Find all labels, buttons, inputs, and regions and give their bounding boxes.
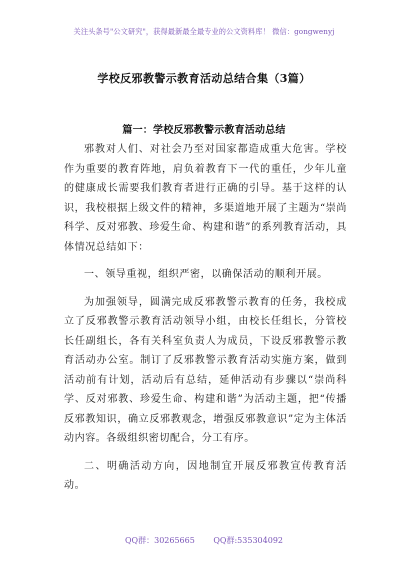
header-banner: 关注头条号"公文研究"，获得最新最全最专业的公文资料库！ 微信：gongwenyj [73, 27, 335, 36]
footer-qq-group-2: QQ群:535304092 [213, 536, 283, 545]
paragraph-leadership: 为加强领导，圆满完成反邪教警示教育的任务，我校成立了反邪教警示教育活动领导小组，由校长任组长，分管校长任副组长，各有关科室负责人为成员，下设反邪教警示教育活动办公室。制订了反邪教警示教育活动实施方案，做到活动前有计划，活动后有总结，延伸活动有步骤以“崇尚科学、反对邪教、珍爱生命、构建和谐”为活动主题，把“传播反邪教知识，确立反邪教观念，增强反邪教意识”定为主体活动内容。各级组织密切配合，分工有序。 [64, 296, 347, 444]
section-title: 篇一：学校反邪教警示教育活动总结 [122, 125, 286, 136]
footer-qq-group-1: QQ群：30265665 [124, 536, 195, 545]
paragraph-heading-2: 二、明确活动方向，因地制宜开展反邪教宣传教育活动。 [64, 460, 347, 491]
paragraph-intro: 邪教对人们、对社会乃至对国家都造成重大危害。学校作为重要的教育阵地，肩负着教育下一代的重任，少年儿童的健康成长需要我们教育者进行正确的引导。基于这样的认识，我校根据上级文件的精神，多渠道地开展了主题为“崇尚科学、反对邪教、珍爱生命、构建和谐”的系列教育活动，具体情况总结如下： [64, 144, 347, 253]
paragraph-heading-1: 一、领导重视，组织严密，以确保活动的顺利开展。 [84, 269, 328, 280]
footer-qq-groups [0, 535, 408, 546]
document-title: 学校反邪教警示教育活动总结合集（3篇） [97, 72, 311, 85]
document-body [64, 140, 347, 504]
